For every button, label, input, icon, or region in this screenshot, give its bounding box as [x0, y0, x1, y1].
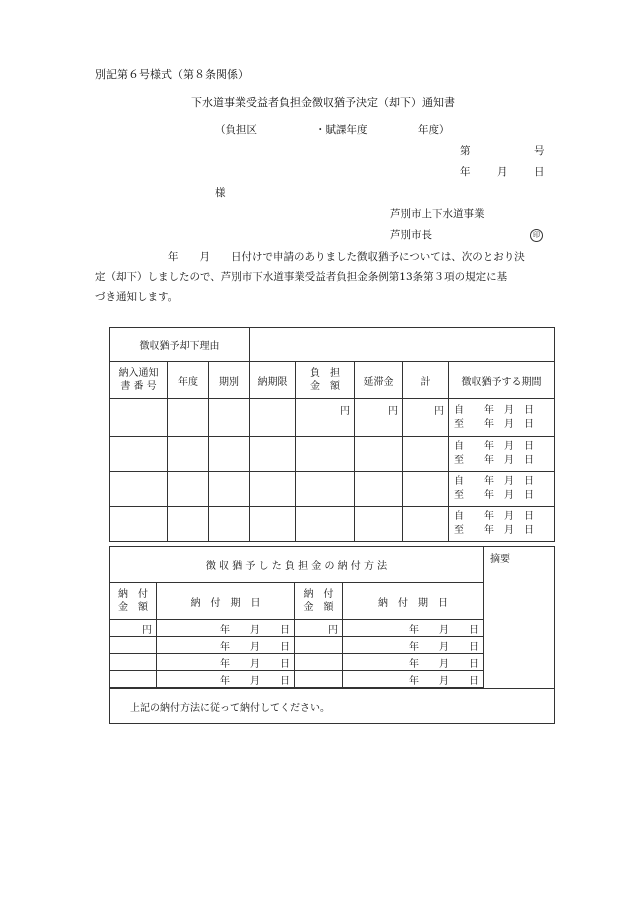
header-term: 期別 [209, 362, 250, 399]
payment-date-cell[interactable]: 年 月 日 [157, 654, 295, 671]
header-payment-amount: 納 付 金 額 [110, 583, 157, 620]
issuer-name: 芦別市長 [390, 229, 432, 241]
table-row [110, 399, 555, 437]
header-deferral-period: 徴収猶予する期間 [449, 362, 555, 399]
deadline-cell[interactable] [250, 399, 296, 437]
form-id: 別記第６号様式（第８条関係） [95, 68, 249, 81]
deadline-cell[interactable] [250, 472, 296, 507]
date-day: 日 [534, 166, 545, 178]
notice-number-cell[interactable] [110, 437, 168, 472]
seal-mark: 印 [530, 229, 543, 242]
payment-method-table [109, 546, 555, 724]
payment-method-title: 徴 収 猶 予 し た 負 担 金 の 納 付 方 法 [110, 547, 484, 583]
deadline-cell[interactable] [250, 507, 296, 542]
late-fee-cell[interactable]: 円 [355, 399, 403, 437]
notice-number-cell[interactable] [110, 399, 168, 437]
year-cell[interactable] [168, 437, 209, 472]
notice-number-cell[interactable] [110, 507, 168, 542]
header-payment-date: 納 付 期 日 [157, 583, 295, 620]
amount-cell[interactable] [296, 437, 355, 472]
header-late-fee: 延滞金 [355, 362, 403, 399]
late-fee-cell[interactable] [355, 437, 403, 472]
year-cell[interactable] [168, 507, 209, 542]
header-notice-number: 納入通知 書 番 号 [110, 362, 168, 399]
number-go: 号 [534, 145, 545, 157]
period-cell[interactable]: 自 年 月 日 至 年 月 日 [449, 507, 555, 542]
date-year: 年 [460, 166, 471, 178]
period-cell[interactable]: 自 年 月 日 至 年 月 日 [449, 472, 555, 507]
total-cell[interactable] [403, 507, 449, 542]
rejection-reason-label: 徴収猶予却下理由 [110, 328, 250, 362]
term-cell[interactable] [209, 437, 250, 472]
term-cell[interactable] [209, 472, 250, 507]
payment-amount-cell[interactable] [295, 654, 343, 671]
payment-date-cell[interactable]: 年 月 日 [343, 654, 484, 671]
total-cell[interactable]: 円 [403, 399, 449, 437]
issuer-org: 芦別市上下水道事業 [390, 208, 485, 220]
date-month: 月 [497, 166, 508, 178]
term-cell[interactable] [209, 507, 250, 542]
payment-amount-cell[interactable] [110, 637, 157, 654]
payment-amount-cell[interactable] [295, 637, 343, 654]
header-year: 年度 [168, 362, 209, 399]
table-row [110, 472, 555, 507]
body-line-2: 定（却下）しましたので、芦別市下水道事業受益者負担金条例第13条第３項の規定に基 [95, 271, 508, 283]
payment-date-cell[interactable]: 年 月 日 [343, 620, 484, 637]
assessment-year-label: ・賦課年度 [315, 124, 368, 136]
amount-cell[interactable] [296, 472, 355, 507]
late-fee-cell[interactable] [355, 472, 403, 507]
notice-number-cell[interactable] [110, 472, 168, 507]
notice-body [95, 247, 557, 307]
term-cell[interactable] [209, 399, 250, 437]
period-cell[interactable]: 自 年 月 日 至 年 月 日 [449, 437, 555, 472]
payment-date-cell[interactable]: 年 月 日 [157, 620, 295, 637]
body-line-3: づき通知します。 [95, 291, 179, 303]
payment-instruction: 上記の納付方法に従って納付してください。 [110, 689, 555, 724]
body-line-1: 年 月 日付けで申請のありました徴収猶予については、次のとおり決 [168, 251, 525, 263]
addressee-suffix: 様 [215, 187, 226, 199]
year-cell[interactable] [168, 472, 209, 507]
amount-cell[interactable] [296, 507, 355, 542]
payment-amount-cell[interactable]: 円 [110, 620, 157, 637]
header-charge-amount: 負 担 金 額 [296, 362, 355, 399]
header-deadline: 納期限 [250, 362, 296, 399]
payment-amount-cell[interactable]: 円 [295, 620, 343, 637]
memo-label: 摘要 [490, 554, 511, 565]
payment-date-cell[interactable]: 年 月 日 [343, 637, 484, 654]
period-cell[interactable]: 自 年 月 日 至 年 月 日 [449, 399, 555, 437]
total-cell[interactable] [403, 472, 449, 507]
header-total: 計 [403, 362, 449, 399]
table-row [110, 437, 555, 472]
table-row [110, 507, 555, 542]
district-label: （負担区 [215, 124, 257, 136]
header-payment-amount: 納 付 金 額 [295, 583, 343, 620]
document-title: 下水道事業受益者負担金徴収猶予決定（却下）通知書 [191, 96, 455, 109]
payment-date-cell[interactable]: 年 月 日 [343, 671, 484, 688]
payment-amount-cell[interactable] [110, 671, 157, 688]
year-cell[interactable] [168, 399, 209, 437]
memo-cell[interactable] [484, 547, 555, 689]
payment-amount-cell[interactable] [295, 671, 343, 688]
number-dai: 第 [460, 145, 471, 157]
payment-amount-cell[interactable] [110, 654, 157, 671]
payment-date-cell[interactable]: 年 月 日 [157, 671, 295, 688]
amount-cell[interactable]: 円 [296, 399, 355, 437]
payment-date-cell[interactable]: 年 月 日 [157, 637, 295, 654]
late-fee-cell[interactable] [355, 507, 403, 542]
assessment-year-end: 年度） [418, 124, 450, 136]
deadline-cell[interactable] [250, 437, 296, 472]
rejection-reason-value[interactable] [250, 328, 555, 362]
total-cell[interactable] [403, 437, 449, 472]
deferral-table [109, 327, 555, 542]
header-payment-date: 納 付 期 日 [343, 583, 484, 620]
